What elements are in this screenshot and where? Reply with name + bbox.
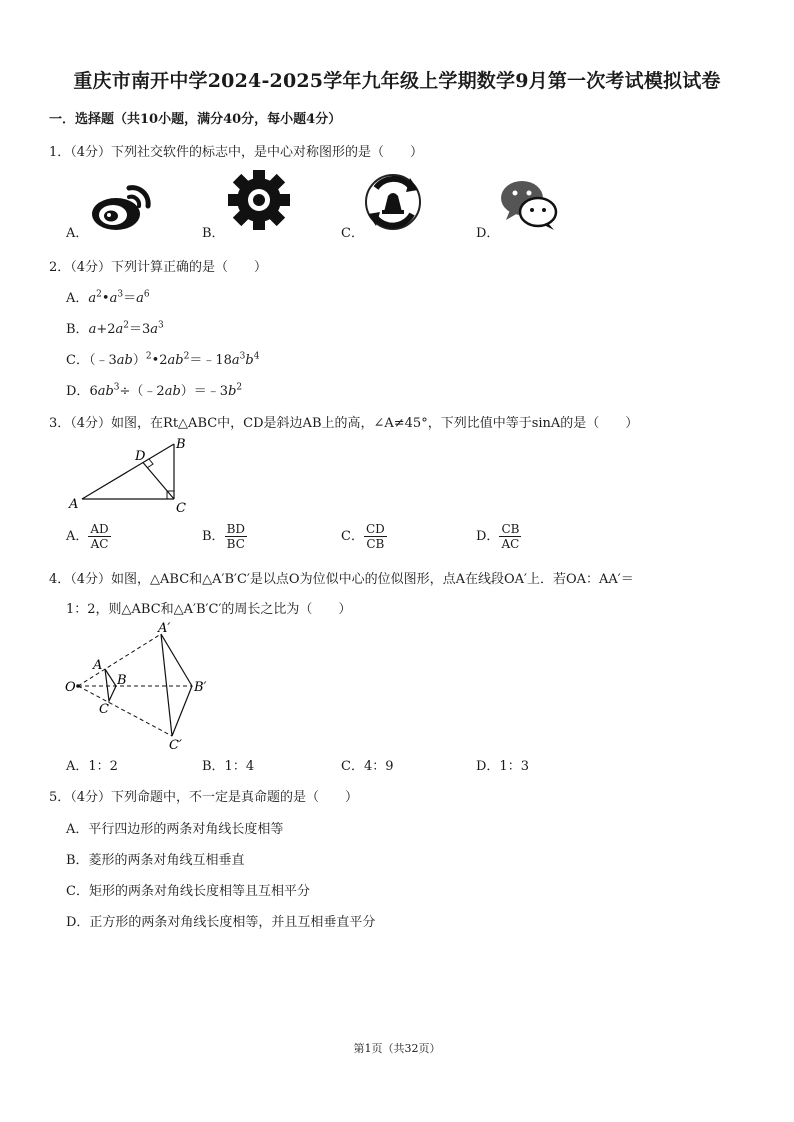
page-title: 重庆市南开中学2024-2025学年九年级上学期数学9月第一次考试模拟试卷 [73,70,721,92]
q3-option-a [66,522,111,551]
q3-option-d-label: D． [476,529,500,544]
wechat-logo-icon [498,176,562,234]
q5-option-c: C．矩形的两条对角线长度相等且互相平分 [66,884,310,899]
q4-label-b-prime: B′ [194,680,207,695]
q3-option-c-label: C． [341,529,364,544]
q3-label-d: D [135,449,146,464]
q3-option-a-label: A． [66,529,89,544]
q4-homothety-figure [62,618,230,754]
q4-label-a: A [93,658,103,673]
question-1-text: 1．（4分）下列社交软件的标志中，是中心对称图形的是（ ） [49,145,424,160]
q1-option-c-label: C． [341,226,364,241]
q2-option-a-label: A． [66,291,89,306]
q3-option-c-denominator: CB [366,537,385,551]
q3-option-b-denominator: BC [226,537,245,551]
q4-label-a-prime: A′ [158,621,171,636]
q1-option-a-label: A． [66,226,89,241]
q4-option-a: A．1：2 [66,759,118,774]
gear-logo-icon [224,170,294,230]
q4-option-b: B．1：4 [202,759,255,774]
q3-option-d [476,522,521,551]
q3-label-a: A [69,497,79,512]
q3-option-d-denominator: AC [501,537,520,551]
q2-option-c: C．$(﹣3ab)^2•2ab^2=﹣18a^3b^4$ [66,351,260,368]
q2-option-b: B．$a+2a^2=3a^3$ [66,320,164,337]
q4-option-c: C．4：9 [341,759,394,774]
q3-label-c: C [176,501,186,516]
q3-option-c-numerator: CD [365,522,385,536]
q3-option-b-label: B． [202,529,225,544]
q2-option-d-label: D． [66,384,90,399]
q3-option-d-numerator: CB [501,522,520,536]
q3-option-c [341,522,387,551]
q4-label-o: O [65,680,76,695]
circular-arrows-logo-icon [360,172,426,232]
question-4-line-2: 1：2，则△ABC和△A′B′C′的周长之比为（ ） [66,602,352,617]
q5-option-a: A．平行四边形的两条对角线长度相等 [66,822,284,837]
q3-option-b [202,522,247,551]
q1-option-b-label: B． [202,226,225,241]
q3-label-b: B [176,437,186,452]
q5-option-b: B．菱形的两条对角线互相垂直 [66,853,245,868]
q4-label-c: C [99,702,109,717]
q3-option-b-numerator: BD [226,522,246,536]
section-heading: 一．选择题（共10小题，满分40分，每小题4分） [49,112,342,127]
question-3-text: 3．（4分）如图，在Rt△ABC中，CD是斜边AB上的高，∠A≠45°，下列比值中等于sinA的是（ ） [49,416,639,431]
q2-option-d: D．$6ab^3\div(﹣2ab)=﹣3b^2$ [66,382,243,399]
weibo-logo-icon [86,176,156,234]
q2-option-c-label: C． [66,353,89,368]
page-footer: 第1页（共32页） [353,1042,441,1055]
q3-option-a-numerator: AD [90,522,109,536]
question-4-line-1: 4．（4分）如图，△ABC和△A′B′C′是以点O为位似中心的位似图形，点A在线段OA′上．若OA：AA′＝ [49,572,634,587]
q3-triangle-figure [64,436,200,516]
q4-label-b: B [117,673,127,688]
question-5-text: 5．（4分）下列命题中，不一定是真命题的是（ ） [49,790,359,805]
q5-option-d: D．正方形的两条对角线长度相等，并且互相垂直平分 [66,915,376,930]
q2-option-b-label: B． [66,322,89,337]
q1-option-d-label: D． [476,226,500,241]
q4-option-d: D．1：3 [476,759,529,774]
q3-option-a-denominator: AC [90,537,109,551]
q2-option-a: A．$a^2•a^3=a^6$ [66,289,150,306]
q4-label-c-prime: C′ [169,738,182,753]
question-2-text: 2．（4分）下列计算正确的是（ ） [49,260,268,275]
